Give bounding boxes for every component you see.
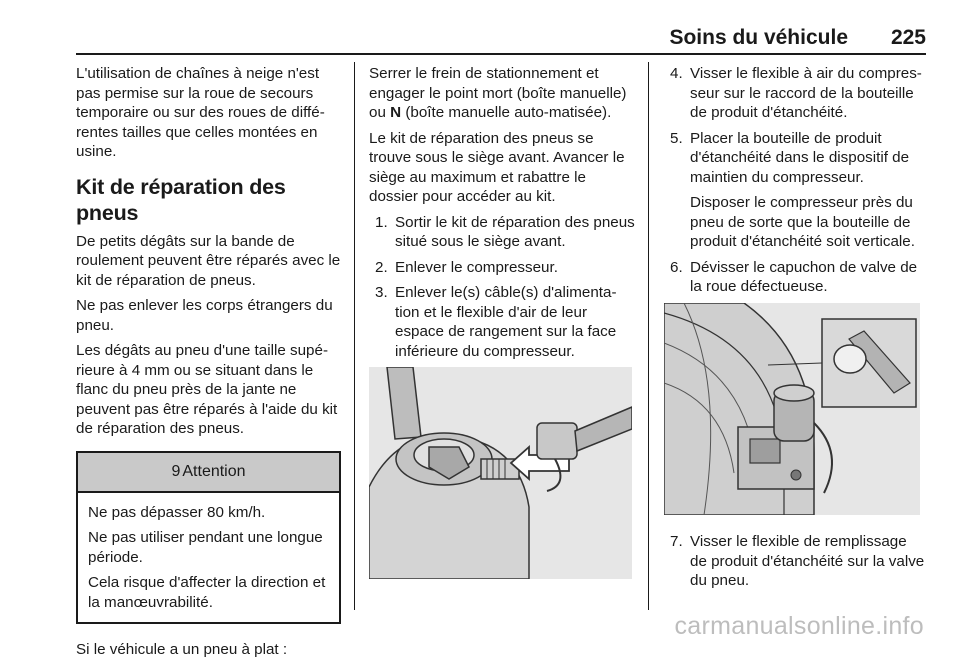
step-number: 4. bbox=[670, 65, 683, 82]
paragraph: Le kit de réparation des pneus se trouve sous le siège avant. Avancer le siège au maximum et rabattre le dossier pour accéder au kit. bbox=[369, 129, 625, 205]
column-divider-1 bbox=[354, 62, 355, 610]
warning-line: Ne pas dépasser 80 km/h. bbox=[88, 503, 266, 521]
warning-title: Attention bbox=[182, 462, 246, 480]
compressor-hose-illustration bbox=[369, 367, 632, 579]
page-header bbox=[0, 0, 960, 56]
step-number: 3. bbox=[375, 284, 388, 301]
warning-body bbox=[78, 493, 339, 623]
step-list bbox=[664, 64, 926, 297]
list-item bbox=[664, 64, 926, 123]
paragraph: Les dégâts au pneu d'une taille supé-rieure à 4 mm ou se situant dans le flanc du pneu près de la jante ne peuvent pas être réparés à l'aide du kit de réparation des pneus. bbox=[76, 342, 338, 437]
warning-box bbox=[76, 451, 341, 625]
intro-paragraph: L'utilisation de chaînes à neige n'est pas permise sur la roue de secours temporaire ou sur des roues de diffé-rentes tailles que celles montées en usine. bbox=[76, 65, 325, 160]
step-number: 5. bbox=[670, 129, 683, 147]
column-3 bbox=[664, 64, 926, 597]
column-2 bbox=[369, 64, 637, 597]
paragraph: Ne pas enlever les corps étrangers du pneu. bbox=[76, 297, 333, 334]
list-item bbox=[664, 129, 926, 252]
header-rule bbox=[76, 53, 926, 55]
neutral-gear-label: N bbox=[390, 104, 402, 121]
step-number: 1. bbox=[375, 213, 388, 231]
warning-triangle-icon: 9 bbox=[171, 462, 181, 480]
paragraph: De petits dégâts sur la bande de roulement peuvent être réparés avec le kit de réparation de pneus. bbox=[76, 232, 341, 289]
step-number: 2. bbox=[375, 258, 388, 276]
step-text: Visser le flexible de remplissage de produit d'étanchéité sur la valve du pneu. bbox=[690, 533, 925, 589]
column-1 bbox=[76, 64, 341, 666]
column-divider-2 bbox=[648, 62, 649, 610]
paragraph: Si le véhicule a un pneu à plat : bbox=[76, 641, 288, 658]
step-text: Visser le flexible à air du compres-seur sur le raccord de la bouteille de produit d'étanchéité. bbox=[690, 65, 922, 121]
step-number: 6. bbox=[670, 258, 683, 276]
wheel-compressor-illustration bbox=[664, 303, 920, 515]
paragraph bbox=[369, 64, 637, 123]
list-item bbox=[369, 258, 637, 278]
section-title: Soins du véhicule bbox=[669, 26, 848, 49]
page-number: 225 bbox=[890, 26, 926, 49]
text-span: (boîte manuelle auto-matisée). bbox=[401, 104, 612, 121]
step-text: Disposer le compresseur près du pneu de sorte que la bouteille de produit d'étanchéité soit verticale. bbox=[690, 194, 915, 250]
step-text: Sortir le kit de réparation des pneus situé sous le siège avant. bbox=[395, 213, 635, 250]
step-list bbox=[369, 213, 637, 362]
warning-header bbox=[78, 453, 339, 493]
step-list bbox=[664, 532, 926, 591]
step-text: Dévisser le capuchon de valve de la roue défectueuse. bbox=[690, 258, 918, 295]
list-item bbox=[664, 532, 926, 591]
warning-line: Ne pas utiliser pendant une longue période. bbox=[88, 529, 323, 566]
warning-line: Cela risque d'affecter la direction et la manœuvrabilité. bbox=[88, 574, 326, 611]
list-item bbox=[369, 283, 637, 361]
watermark: carmanualsonline.info bbox=[674, 612, 924, 640]
illustration-compressor-hose bbox=[369, 367, 637, 585]
text-span: Serrer le frein de stationnement et engager le point mort (boîte manuelle) ou bbox=[369, 65, 627, 121]
section-heading: Kit de réparation des pneus bbox=[76, 174, 286, 225]
illustration-wheel-compressor bbox=[664, 303, 926, 521]
step-text: Placer la bouteille de produit d'étanchéité dans le dispositif de maintien du compresseur. bbox=[690, 129, 910, 186]
step-text: Enlever le(s) câble(s) d'alimenta-tion et le flexible d'air de leur espace de rangement sur la face inférieure du compresseur. bbox=[395, 284, 617, 360]
step-number: 7. bbox=[670, 533, 683, 550]
list-item bbox=[664, 258, 926, 297]
list-item bbox=[369, 213, 637, 252]
step-text: Enlever le compresseur. bbox=[395, 258, 558, 276]
